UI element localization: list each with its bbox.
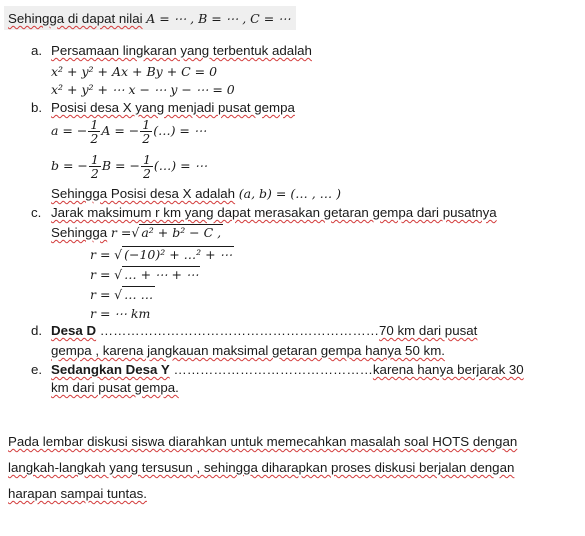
frac-den: 2	[90, 131, 99, 146]
r-equals: r =	[90, 287, 111, 302]
desa-y-label: Sedangkan Desa Y	[51, 362, 170, 377]
item-b-conclusion	[51, 186, 341, 201]
b-lhs: b = −	[51, 158, 88, 173]
item-b-marker: b.	[31, 100, 43, 115]
fraction-half	[140, 118, 152, 145]
item-e-marker: e.	[31, 362, 43, 377]
item-d-line-2: gempa , karena jangkauan maksimal getaran gempa hanya 50 km.	[51, 343, 445, 358]
a-rhs: (…) = ⋯	[153, 123, 207, 138]
fraction-half	[141, 153, 153, 180]
item-e-line-1	[51, 362, 524, 377]
item-c-marker: c.	[31, 205, 42, 220]
header-line	[8, 11, 291, 26]
frac-num: 1	[90, 152, 99, 167]
desa-y-tail: karena hanya berjarak 30	[372, 362, 524, 377]
item-c-r-line-3: r = √ … + ⋯ + ⋯	[90, 267, 199, 282]
item-c-r-line-2: r = √ (−10)² + …² + ⋯	[90, 247, 233, 262]
item-b-text: Posisi desa X yang menjadi pusat gempa	[51, 100, 295, 115]
radicand-3: … + ⋯ + ⋯	[124, 267, 199, 282]
item-d-line-1	[51, 323, 477, 338]
a-mid: A = −	[101, 123, 140, 138]
frac-num: 1	[90, 117, 99, 132]
desa-d-label: Desa D	[51, 323, 97, 338]
item-c-r-line-5: r = ⋯ km	[90, 306, 151, 321]
b-rhs: (…) = ⋯	[153, 158, 208, 173]
item-d-marker: d.	[31, 323, 43, 338]
desa-d-dots: ………………………………………………………	[99, 323, 380, 338]
radicand-2: (−10)² + …² + ⋯	[124, 247, 233, 262]
desa-y-dots: ………………………………………	[173, 362, 373, 377]
header-text: Sehingga di dapat nilai	[8, 11, 143, 26]
item-a-text: Persamaan lingkaran yang terbentuk adalah	[51, 43, 312, 58]
r-equals: r =	[110, 225, 132, 240]
fraction-half	[88, 118, 100, 145]
item-e-line-2: km dari pusat gempa.	[51, 380, 179, 395]
frac-den: 2	[142, 131, 151, 146]
item-a-equation-1: x² + y² + Ax + By + C = 0	[51, 64, 218, 79]
fraction-half	[89, 153, 101, 180]
item-b-a-formula	[51, 118, 206, 145]
frac-den: 2	[142, 166, 151, 181]
r-equals: r =	[90, 247, 111, 262]
item-c-text: Jarak maksimum r km yang dapat merasakan getaran gempa dari pusatnya	[51, 205, 497, 220]
r-equals: r =	[90, 267, 111, 282]
item-c-sehingga-line: Sehingga r =√ a² + b² − C ,	[51, 225, 222, 240]
desa-d-tail: 70 km dari pusat	[379, 323, 478, 338]
item-a-marker: a.	[31, 43, 43, 58]
sehingga-text: Sehingga	[51, 225, 108, 240]
footer-line-3: harapan sampai tuntas.	[8, 486, 147, 501]
a-lhs: a = −	[51, 123, 88, 138]
header-math: A = ⋯ , B = ⋯ , C = ⋯	[146, 11, 291, 26]
conclusion-text: Sehingga Posisi desa X adalah	[51, 186, 236, 201]
item-c-r-line-4: r = √ … …	[90, 287, 154, 302]
radicand-4: … …	[124, 287, 154, 302]
b-mid: B = −	[101, 158, 140, 173]
radicand-1: a² + b² − C ,	[141, 225, 222, 240]
footer-line-1: Pada lembar diskusi siswa diarahkan untuk memecahkan masalah soal HOTS dengan	[8, 434, 518, 449]
frac-num: 1	[142, 117, 151, 132]
frac-den: 2	[90, 166, 99, 181]
item-b-b-formula	[51, 153, 207, 180]
item-a-equation-2: x² + y² + ⋯ x − ⋯ y − ⋯ = 0	[51, 82, 235, 97]
frac-num: 1	[142, 152, 151, 167]
footer-line-2: langkah-langkah yang tersusun , sehingga diharapkan proses diskusi berjalan dengan	[8, 460, 515, 475]
conclusion-math: (a, b) = (… , … )	[238, 186, 342, 201]
